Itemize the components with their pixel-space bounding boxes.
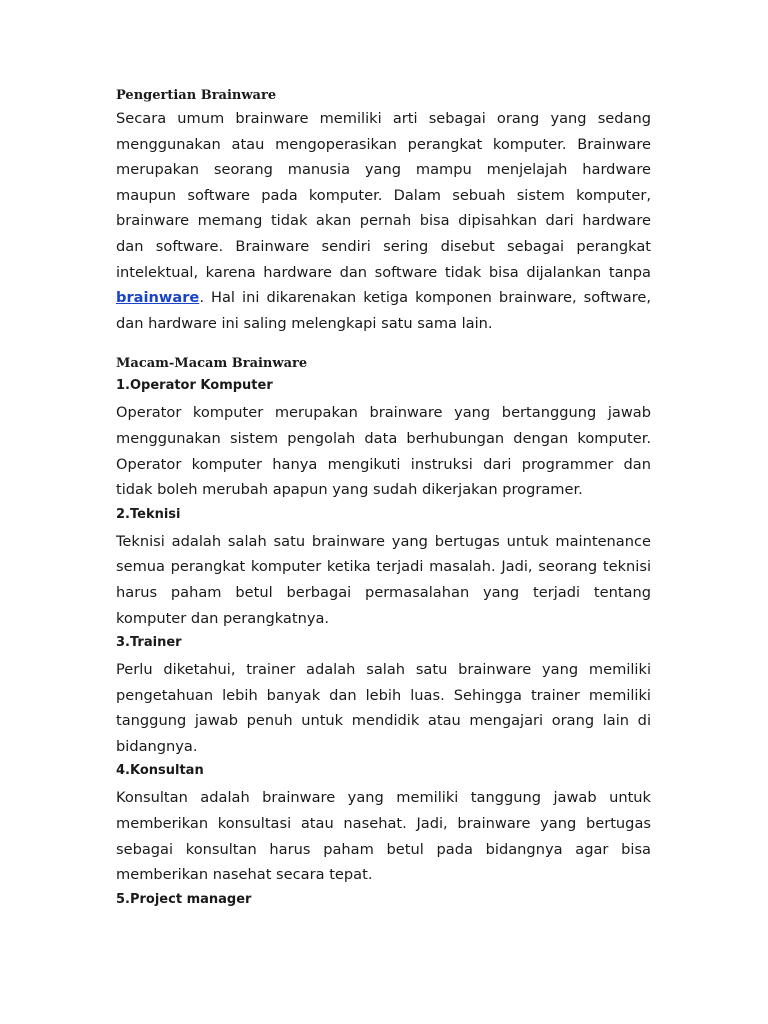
item-body-konsultan: Konsultan adalah brainware yang memiliki tanggung jawab untuk memberikan konsultasi atau nasehat. Jadi, brainware yang bertugas sebagai konsultan harus paham betul pada bidangnya agar bisa memberikan nasehat secara tepat. xyxy=(116,789,651,884)
item-title-konsultan: 4.Konsultan xyxy=(116,763,204,779)
section-heading-pengertian: Pengertian Brainware xyxy=(116,88,277,103)
item-title-operator: 1.Operator Komputer xyxy=(116,378,273,394)
item-title-trainer: 3.Trainer xyxy=(116,635,182,651)
section-heading-macam: Macam-Macam Brainware xyxy=(116,356,308,372)
paragraph-text: Secara umum brainware memiliki arti sebagai orang yang sedang menggunakan atau mengoperasikan perangkat komputer. Brainware merupakan seorang manusia yang mampu menjelajah hardware maupun software pada komputer. Dalam sebuah sistem komputer, brainware memang tidak akan pernah bisa dipisahkan dari hardware dan software. Brainware sendiri sering disebut sebagai perangkat intelektual, karena hardware dan software tidak bisa dijalankan tanpa xyxy=(116,110,651,281)
spacer xyxy=(116,336,651,354)
item-body-trainer: Perlu diketahui, trainer adalah salah satu brainware yang memiliki pengetahuan lebih banyak dan lebih luas. Sehingga trainer memiliki tanggung jawab penuh untuk mendidik atau mengajari orang lain di bidangnya. xyxy=(116,661,651,755)
paragraph-text: . Hal ini dikarenakan ketiga komponen brainware, software, dan hardware ini saling melengkapi satu sama lain. xyxy=(116,289,651,332)
item-body-operator: Operator komputer merupakan brainware yang bertanggung jawab menggunakan sistem pengolah data berhubungan dengan komputer. Operator komputer hanya mengikuti instruksi dari programmer dan tidak boleh merubah apapun yang sudah dikerjakan programer. xyxy=(116,404,651,499)
item-title-teknisi: 2.Teknisi xyxy=(116,506,181,522)
brainware-link[interactable]: brainware xyxy=(116,289,200,307)
document-content xyxy=(116,86,651,910)
paragraph-pengertian xyxy=(116,106,651,336)
item-body-teknisi: Teknisi adalah salah satu brainware yang bertugas untuk maintenance semua perangkat komputer ketika terjadi masalah. Jadi, seorang teknisi harus paham betul berbagai permasalahan yang terjadi tentang komputer dan perangkatnya. xyxy=(116,532,651,627)
item-title-project-manager: 5.Project manager xyxy=(116,891,252,907)
